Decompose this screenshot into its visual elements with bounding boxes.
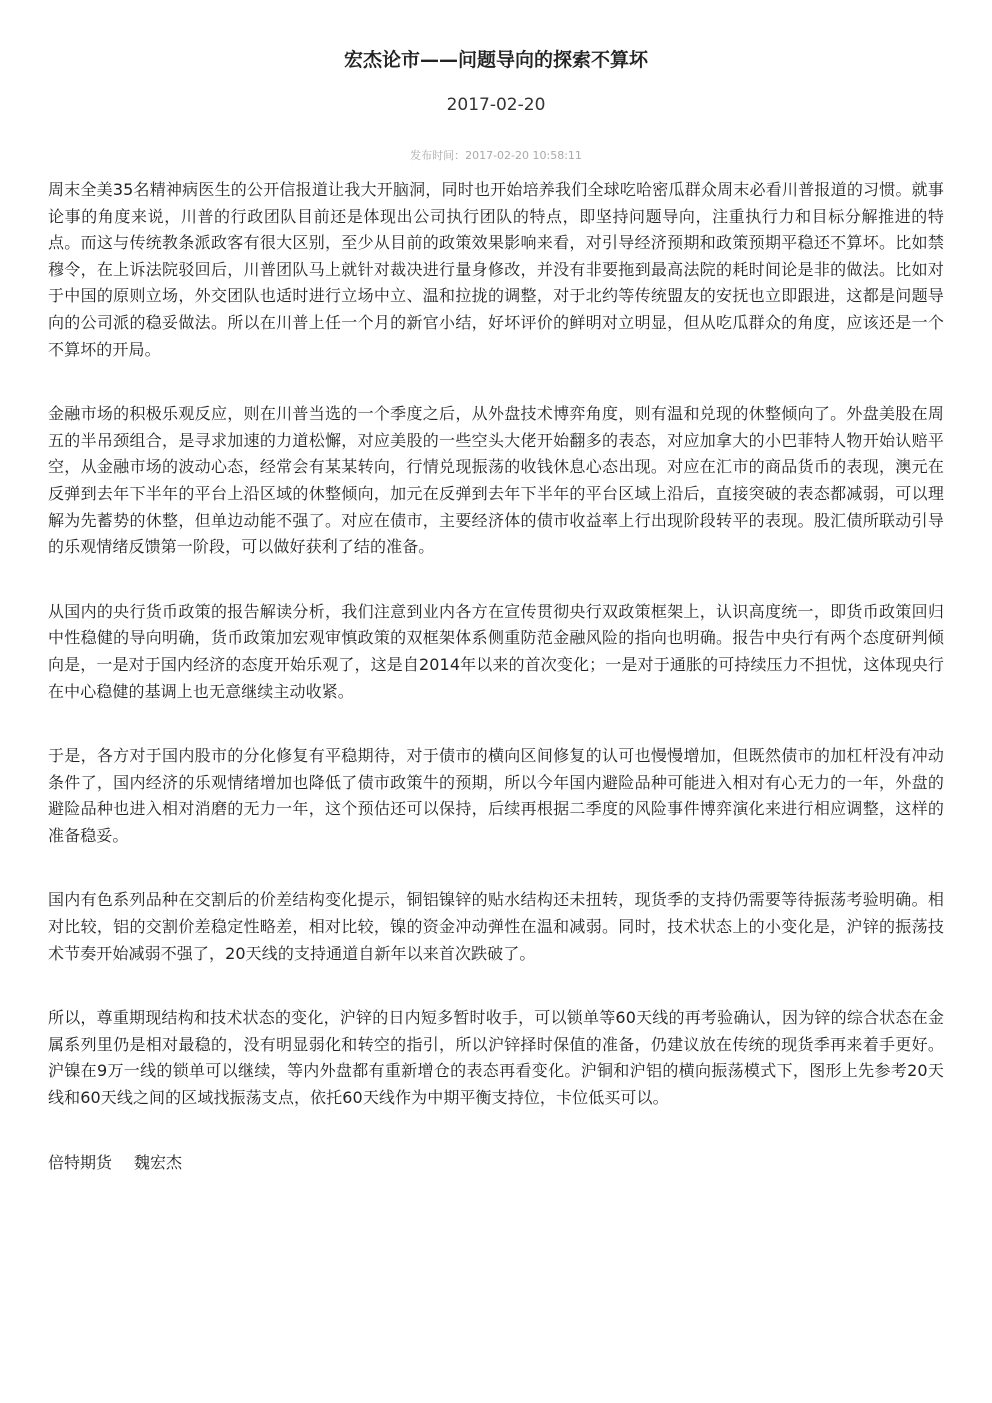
article-date: 2017-02-20 [446, 95, 546, 115]
paragraph: 金融市场的积极乐观反应，则在川普当选的一个季度之后，从外盘技术博弈角度，则有温和兑现的休整倾向了。外盘美股在周五的半吊颈组合，是寻求加速的力道松懈，对应美股的一些空头大佬开始翻多的表态，对应加拿大的小巴菲特人物开始认赔平空，从金融市场的波动心态，经常会有某某转向，行情兑现振荡的收钱休息心态出现。对应在汇市的商品货币的表现，澳元在反弹到去年下半年的平台上沿区域的休整倾向，加元在反弹到去年下半年的平台区域上沿后，直接突破的表态都减弱，可以理解为先蓄势的休整，但单边动能不强了。对应在债市，主要经济体的债市收益率上行出现阶段转平的表现。股汇债所联动引导的乐观情绪反馈第一阶段，可以做好获利了结的准备。 [48, 404, 944, 557]
paragraph: 国内有色系列品种在交割后的价差结构变化提示，铜铝镍锌的贴水结构还未扭转，现货季的支持仍需要等待振荡考验明确。相对比较，铝的交割价差稳定性略差，相对比较，镍的资金冲动弹性在温和减弱。同时，技术状态上的小变化是，沪锌的振荡技术节奏开始减弱不强了，20天线的支持通道自新年以来首次跌破了。 [48, 890, 944, 963]
article-body [48, 177, 944, 1176]
publish-time: 发布时间：2017-02-20 10:58:11 [410, 149, 582, 162]
paragraph: 所以，尊重期现结构和技术状态的变化，沪锌的日内短多暂时收手，可以锁单等60天线的再考验确认，因为锌的综合状态在金属系列里仍是相对最稳的，没有明显弱化和转空的指引，所以沪锌择时保值的准备，仍建议放在传统的现货季再来着手更好。沪镍在9万一线的锁单可以继续，等内外盘都有重新增仓的表态再看变化。沪铜和沪铝的横向振荡模式下，图形上先参考20天线和60天线之间的区域找振荡支点，依托60天线作为中期平衡支持位，卡位低买可以。 [48, 1008, 944, 1108]
signature-author: 魏宏杰 [134, 1152, 183, 1172]
signature-company: 倍特期货 [48, 1152, 113, 1172]
article-title: 宏杰论市——问题导向的探索不算坏 [343, 49, 648, 71]
paragraph: 周末全美35名精神病医生的公开信报道让我大开脑洞，同时也开始培养我们全球吃哈密瓜群众周末必看川普报道的习惯。就事论事的角度来说，川普的行政团队目前还是体现出公司执行团队的特点，即坚持问题导向，注重执行力和目标分解推进的特点。而这与传统教条派政客有很大区别，至少从目前的政策效果影响来看，对引导经济预期和政策预期平稳还不算坏。比如禁穆令，在上诉法院驳回后，川普团队马上就针对裁决进行量身修改，并没有非要拖到最高法院的耗时间论是非的做法。比如对于中国的原则立场，外交团队也适时进行立场中立、温和拉拢的调整，对于北约等传统盟友的安抚也立即跟进，这都是问题导向的公司派的稳妥做法。所以在川普上任一个月的新官小结，好坏评价的鲜明对立明显，但从吃瓜群众的角度，应该还是一个不算坏的开局。 [48, 180, 944, 359]
signature [48, 1150, 944, 1176]
paragraph: 于是，各方对于国内股市的分化修复有平稳期待，对于债市的横向区间修复的认可也慢慢增加，但既然债市的加杠杆没有冲动条件了，国内经济的乐观情绪增加也降低了债市政策牛的预期，所以今年国内避险品种可能进入相对有心无力的一年，外盘的避险品种也进入相对消磨的无力一年，这个预估还可以保持，后续再根据二季度的风险事件博弈演化来进行相应调整，这样的准备稳妥。 [48, 746, 944, 845]
paragraph: 从国内的央行货币政策的报告解读分析，我们注意到业内各方在宣传贯彻央行双政策框架上，认识高度统一，即货币政策回归中性稳健的导向明确，货币政策加宏观审慎政策的双框架体系侧重防范金融风险的指向也明确。报告中央行有两个态度研判倾向是，一是对于国内经济的态度开始乐观了，这是自2014年以来的首次变化；一是对于通胀的可持续压力不担忧，这体现央行在中心稳健的基调上也无意继续主动收紧。 [48, 601, 944, 701]
